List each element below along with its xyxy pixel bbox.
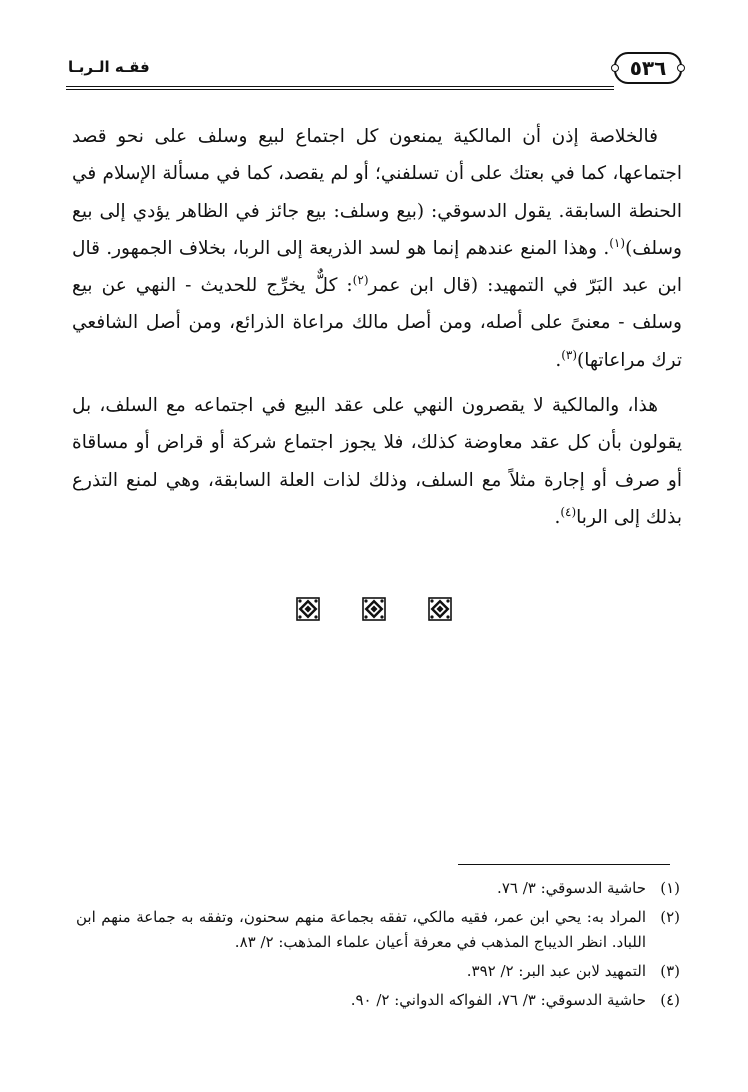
footnote-4 <box>76 988 680 1013</box>
paragraph-2 <box>72 387 682 536</box>
footnote-ref-2[interactable]: (٢) <box>352 273 369 288</box>
footnote-number: (١) <box>660 879 680 897</box>
footnote-text: التمهيد لابن عبد البر: ٢/ ٣٩٢. <box>466 962 646 980</box>
footnote-ref-4[interactable]: (٤) <box>560 504 577 519</box>
footnote-2 <box>76 905 680 955</box>
footnote-text: حاشية الدسوقي: ٣/ ٧٦، الفواكه الدواني: ٢/ ٩٠. <box>350 991 646 1009</box>
footnote-separator <box>458 864 670 865</box>
paragraph-1 <box>72 118 682 379</box>
footnote-number: (٢) <box>660 908 680 926</box>
header-rule <box>66 86 614 90</box>
ornament-icon <box>428 597 452 621</box>
footnote-1 <box>76 876 680 901</box>
footnotes-list <box>76 876 680 1017</box>
main-text <box>72 118 682 536</box>
footnote-ref-1[interactable]: (١) <box>609 235 626 250</box>
paragraph-1-part-2: . وهذا المنع عندهم إنما هو لسد الذريعة إلى الربا، بخلاف الجمهور. قال ابن عبد البَرّ في التمهيد: (قال ابن عمر <box>72 237 682 297</box>
ornament-icon <box>296 597 320 621</box>
page-number: ٥٣٦ <box>614 52 682 84</box>
footnote-text: حاشية الدسوقي: ٣/ ٧٦. <box>497 879 646 897</box>
ornament-icon <box>362 597 386 621</box>
footnote-text: المراد به: يحي ابن عمر، فقيه مالكي، تفقه بجماعة منهم سحنون، وتفقه به جماعة منهم ابن اللباد. انظر الديباج المذهب في معرفة أعيان علماء المذهب: ٢/ ٨٣. <box>76 908 646 951</box>
paragraph-2-part-2: . <box>554 506 561 528</box>
footnote-number: (٣) <box>660 962 680 980</box>
section-ornaments <box>0 597 748 621</box>
paragraph-1-part-1: فالخلاصة إذن أن المالكية يمنعون كل اجتماع لبيع وسلف على نحو قصد اجتماعها، كما في بعتك على أن تسلفني؛ أو لم يقصد، كما في مسألة الإسلام في الحنطة السابقة. يقول الدسوقي: (بيع وسلف: بيع جائز في الظاهر يؤدي إلى بيع وسلف) <box>72 126 682 259</box>
paragraph-2-part-1: هذا، والمالكية لا يقصرون النهي على عقد البيع في اجتماعه مع السلف، بل يقولون بأن كل عقد معاوضة كذلك، فلا يجوز اجتماع شركة أو قراض أو مساقاة أو صرف أو إجارة مثلاً مع السلف، وذلك لذات العلة السابقة، وهي لمنع التذرع بذلك إلى الربا <box>72 395 682 528</box>
paragraph-1-part-4: . <box>555 349 562 371</box>
footnote-3 <box>76 959 680 984</box>
paragraph-1-part-3: : كلٌّ يخرِّج للحديث - النهي عن بيع وسلف - معنىً على أصله، ومن أصل مالك مراعاة الذرائع، ومن أصل الشافعي ترك مراعاتها) <box>72 275 682 371</box>
footnote-number: (٤) <box>660 991 680 1009</box>
footnote-ref-3[interactable]: (٣) <box>561 347 578 362</box>
page-header <box>66 50 682 94</box>
running-title: فقـه الـربـا <box>68 58 150 76</box>
